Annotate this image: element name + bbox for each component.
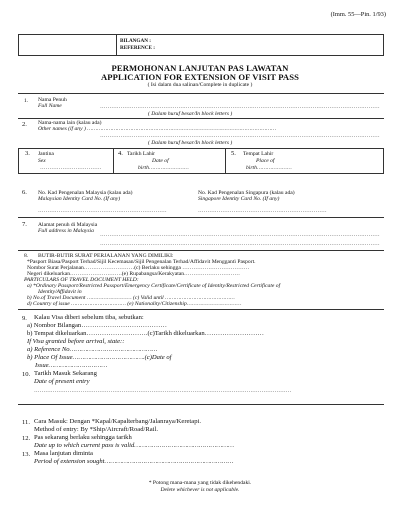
f7-label: Alamat penuh di Malaysia — [38, 222, 98, 228]
f8-issue-country[interactable]: Negeri dikeluarkan……………………….(e) Rupabangsa/Kerakyatan………………………… — [27, 271, 240, 277]
footer-note: * Potong mana-mana yang tidak dikehendaki. — [148, 480, 252, 486]
f6-label-en: Malaysian Identity Card No. (If any) — [38, 196, 121, 202]
f3-num: 3. — [25, 150, 30, 157]
f7-address-input-2[interactable]: …………………………………………………………………………………………………………………………………… — [100, 241, 380, 247]
rule-f7 — [18, 250, 384, 251]
title-english: APPLICATION FOR EXTENSION OF VISIT PASS — [100, 72, 299, 82]
rule-f6 — [18, 217, 384, 218]
f8-country-en: d) Country of issue …………………………… (e) Nationality/Citizenship…………………………… — [27, 301, 242, 307]
f6-label: No. Kad Pengenalan Malaysia (kalau ada) — [38, 190, 133, 196]
f10-num: 10. — [22, 371, 31, 378]
f8-num: 8. — [24, 253, 29, 259]
f11-num: 11. — [22, 419, 30, 426]
f3-label: Jantina — [38, 151, 54, 157]
f12-valid-until-input[interactable]: Date up to which current pass is valid…………………………………………… — [34, 442, 234, 449]
f1-label-en: Full Name — [38, 103, 62, 109]
f9-label-en: If Visa granted before arrival, state:: — [27, 338, 125, 345]
f13-extension-period-input[interactable]: Period of extension sought………………………………………………………… — [34, 458, 234, 465]
title-malay: PERMOHONAN LANJUTAN PAS LAWATAN — [111, 63, 289, 73]
f6-my-ic-input[interactable]: …………………………………………………………… — [38, 208, 167, 214]
f2-num: 2. — [22, 121, 27, 128]
reference-box-divider — [116, 34, 117, 56]
f1-label: Nama Penuh — [38, 97, 67, 103]
f8-label: BUTIR-BUTIR SURAT PERJALANAN YANG DIMILIKI: — [38, 253, 174, 259]
f2-label: Nama-nama lain (kalau ada) — [38, 120, 102, 126]
f3-label-en: Sex — [38, 158, 46, 164]
f9-reference-en: a) Reference No……………………………………… — [27, 346, 158, 353]
box-divider-1 — [113, 148, 114, 174]
f8-doc-number[interactable]: Nombor Surat Perjalanan………………………(c) Berlaku sehingga ……………………………… — [27, 265, 250, 271]
f1-hint: ( Dalam huruf besar/In block letters ) — [148, 111, 233, 117]
title-instruction: ( Isi dalam dua salinan/Complete in duplicate ) — [147, 82, 253, 88]
rule-f1 — [18, 118, 384, 119]
f6-label-b: No. Kad Pengenalan Singapura (kalau ada) — [198, 190, 295, 196]
f7-num: 7. — [22, 221, 27, 228]
f8-doc-type[interactable]: *Pasport Biasa/Pasport Terhad/Sijil Kecemasan/Sijil Pengenalan Terhad/Affidavit Menggantì Pasport. — [27, 259, 256, 265]
f2-dots: …………………………………………………………………………………………………………………………………… — [100, 133, 380, 139]
f8-doc-number-en: b) No.of Travel Document ……………………… (c) Valid until …………………………………… — [27, 295, 235, 301]
bilangan-label: BILANGAN : — [120, 38, 151, 44]
footer-note-en: Delete whichever is not applicable. — [160, 487, 240, 493]
f4-dob-input[interactable]: birth…………………… — [138, 165, 189, 171]
f5-label: Tempat Lahir — [243, 151, 274, 157]
f12-label: Pas sekarang berlaku sehingga tarikh — [34, 434, 132, 441]
f13-label: Masa lanjutan diminta — [34, 450, 93, 457]
f2-other-names-input[interactable]: Other names (if any ) …………………………………………………………………………………………………… — [38, 126, 277, 132]
f6-label-b-en: Singapore Identity Card No. (If any) — [198, 196, 280, 202]
form-reference: (Imm. 55—Pin. 1/93) — [330, 11, 386, 18]
f9-place-of-issue-input[interactable]: b) Tempat dikeluarkan……………………….(c)Tarikh dikeluarkan……………………… — [27, 330, 265, 337]
rule-f8 — [18, 309, 384, 310]
f10-label: Tarikh Masuk Sekarang — [34, 370, 97, 377]
f8-particulars-en: PARTICULARS OF TRAVEL DOCUMENT HELD: — [24, 277, 139, 283]
f1-num: 1. — [24, 98, 29, 104]
f10-entry-date-input[interactable]: ………………………………………………………………………………………………………………………… — [34, 388, 292, 394]
f4-label: Tarikh Lahir — [127, 151, 156, 157]
reference-label: REFERENCE : — [120, 45, 156, 51]
f10-label-en: Date of present entry — [34, 378, 90, 385]
f3-sex-input[interactable]: …………………………… — [40, 165, 102, 171]
f8-doc-type-en-2: Identity/Affidavit in — [38, 289, 82, 295]
f9-visa-number-input[interactable]: a) Nombor Bilangan………………………………… — [27, 322, 167, 329]
f5-pob-input[interactable]: birth………………… — [246, 165, 292, 171]
f9-place-en: b) Place Of Issue……………………………….(c)Date of — [27, 354, 172, 361]
f5-label-en: Place of — [256, 158, 275, 164]
f8-doc-type-en: a) *Ordinary Passport/Restricted Passport/Emergency Certificate/Certificate of Identity/Restricted Certificate of — [27, 283, 281, 289]
f5-num: 5. — [231, 150, 236, 157]
f11-label-en: Method of entry: By *Ship/Aircraft/Road/Rail. — [34, 426, 158, 433]
f1-full-name-input[interactable]: …………………………………………………………………………………………………………………………………… — [100, 104, 380, 110]
box-divider-2 — [225, 148, 226, 174]
f7-address-input[interactable]: …………………………………………………………………………………………………………………………………… — [100, 232, 380, 238]
f6-num: 6. — [22, 189, 27, 196]
reference-box — [18, 34, 384, 56]
f9-label: Kalau Visa diberi sebelum tiba, sebutkan: — [34, 314, 144, 321]
f2-hint: ( Dalam huruf besar/In block letters ) — [148, 140, 233, 146]
f9-date-en: Issue………………………… — [35, 362, 108, 369]
rule-top — [18, 93, 384, 94]
f4-num: 4. — [118, 150, 123, 157]
f4-label-en: Date of — [152, 158, 169, 164]
f13-num: 13. — [22, 451, 31, 458]
f9-num: 9. — [22, 315, 27, 322]
f7-label-en: Full address in Malaysia — [38, 228, 94, 234]
f6-sg-ic-input[interactable]: …………………………………………………………… — [198, 208, 327, 214]
rule-f10 — [18, 404, 384, 405]
f12-num: 12. — [22, 435, 31, 442]
f11-label[interactable]: Cara Masuk: Dengan *Kapal/Kapalterbang/Jalanraya/Keretapi. — [34, 418, 201, 425]
